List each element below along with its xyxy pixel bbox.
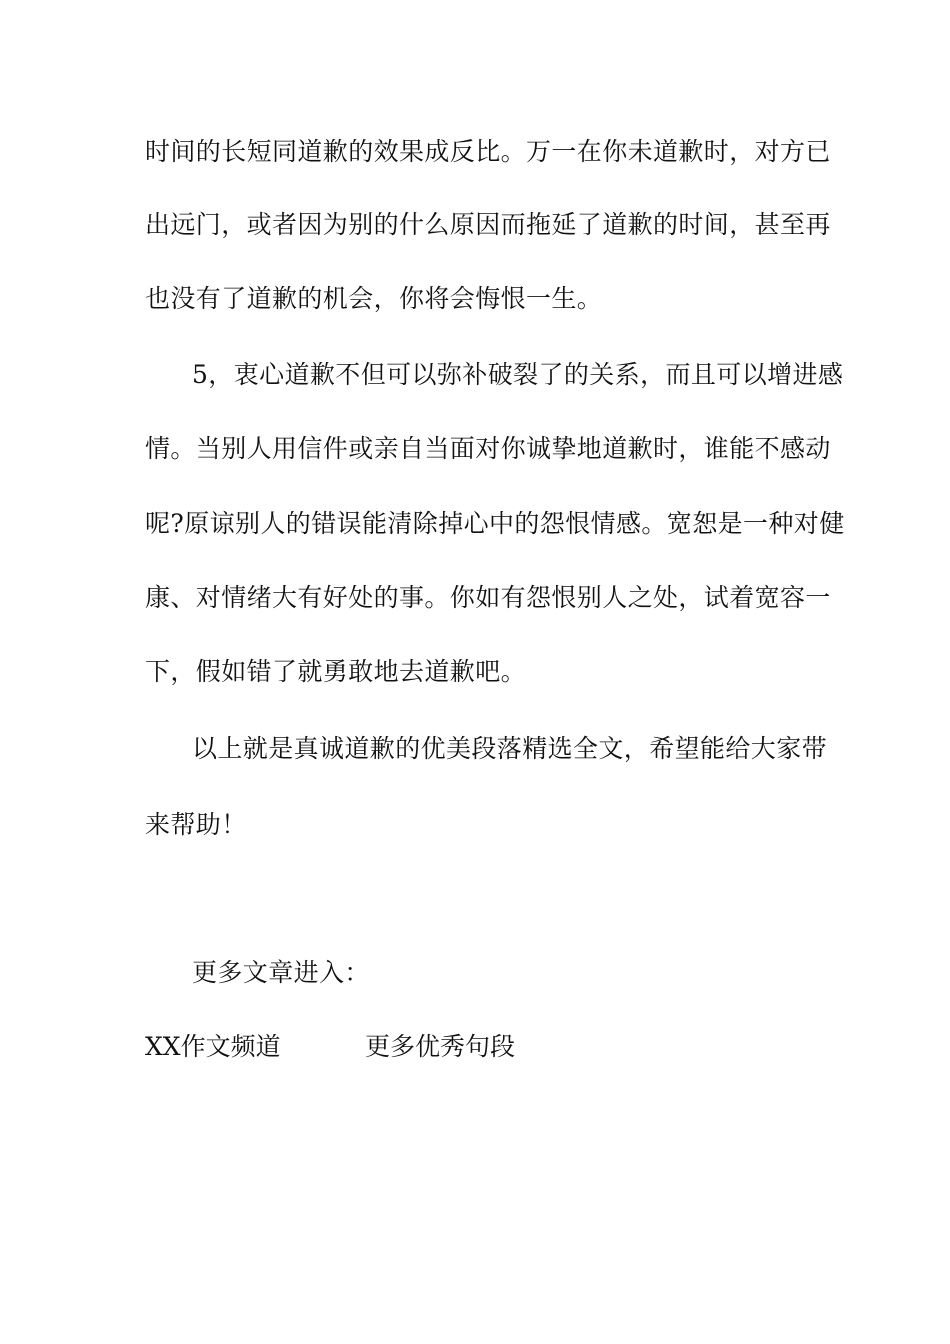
paragraph-line: 也没有了道歉的机会，你将会悔恨一生。: [145, 284, 603, 313]
link-xx-composition-channel[interactable]: XX作文频道: [145, 1032, 281, 1061]
paragraph-line: 下，假如错了就勇敢地去道歉吧。: [145, 657, 527, 686]
paragraph-line: 情。当别人用信件或亲自当面对你诚挚地道歉时，谁能不感动: [145, 434, 831, 463]
paragraph-line: 康、对情绪大有好处的事。你如有怨恨别人之处，试着宽容一: [145, 583, 831, 612]
paragraph-line: 出远门，或者因为别的什么原因而拖延了道歉的时间，甚至再: [145, 210, 831, 239]
paragraph-line: 时间的长短同道歉的效果成反比。万一在你未道歉时，对方已: [145, 137, 831, 166]
link-more-excellent-passages[interactable]: 更多优秀句段: [365, 1032, 516, 1061]
paragraph-line: 来帮助！: [145, 810, 247, 839]
paragraph-line: 5，衷心道歉不但可以弥补破裂了的关系，而且可以增进感: [192, 360, 844, 389]
more-links-row: [145, 1031, 515, 1063]
more-articles-label: 更多文章进入：: [192, 958, 370, 987]
paragraph-line: 以上就是真诚道歉的优美段落精选全文，希望能给大家带: [192, 734, 828, 763]
paragraph-line: 呢?原谅别人的错误能清除掉心中的怨恨情感。宽恕是一种对健: [145, 509, 845, 538]
